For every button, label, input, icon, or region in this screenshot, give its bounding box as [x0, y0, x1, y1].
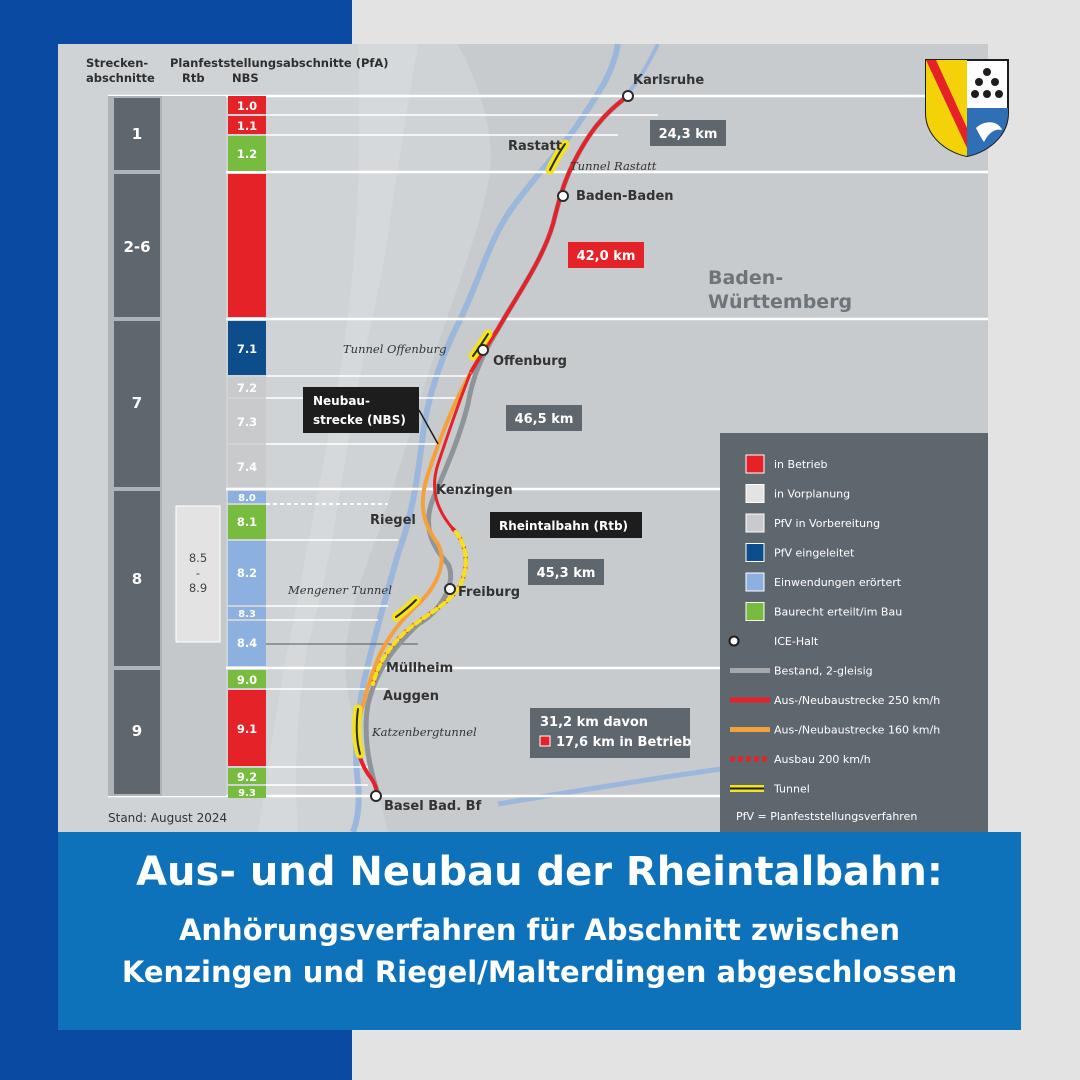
- svg-text:strecke (NBS): strecke (NBS): [313, 413, 406, 427]
- tunnel-offenburg-label: Tunnel Offenburg: [343, 342, 447, 356]
- svg-text:8.9: 8.9: [188, 581, 208, 595]
- legend-swatch: [746, 573, 764, 591]
- section-8-label: 8: [131, 570, 143, 588]
- header-sections-2: abschnitte: [86, 71, 155, 85]
- pfa-1-2: 1.2: [236, 147, 258, 161]
- legend-swatch: [746, 455, 764, 473]
- section-1-label: 1: [131, 125, 143, 143]
- pfa-2-6-block: [228, 174, 266, 317]
- svg-text:42,0 km: 42,0 km: [576, 249, 636, 264]
- section-7-label: 7: [131, 394, 143, 412]
- legend-item: [746, 485, 850, 503]
- legend-label: Aus-/Neubaustrecke 250 km/h: [774, 694, 941, 707]
- legend-label: Einwendungen erörtert: [774, 576, 902, 589]
- city-auggen: Auggen: [383, 689, 439, 704]
- legend-label: PfV eingeleitet: [774, 546, 855, 560]
- legend-label: Ausbau 200 km/h: [774, 753, 871, 766]
- pfa-8-3: 8.3: [238, 609, 256, 620]
- km-box-4: [528, 559, 604, 585]
- legend-label: in Betrieb: [774, 458, 828, 471]
- km-box-2: [568, 242, 644, 268]
- tunnel-rastatt-label: Tunnel Rastatt: [570, 159, 657, 173]
- svg-text:46,5 km: 46,5 km: [514, 412, 574, 427]
- city-rastatt: Rastatt: [508, 139, 562, 154]
- svg-text:Neubau-: Neubau-: [313, 394, 370, 408]
- pfa-nbs-blocks: [228, 96, 266, 799]
- region-label-1: Baden-: [708, 267, 784, 289]
- km-box-5: [530, 708, 691, 758]
- legend-swatch: [746, 603, 764, 621]
- section-9-label: 9: [131, 722, 143, 740]
- legend-swatch: [746, 514, 764, 532]
- legend-label: Bestand, 2-gleisig: [774, 664, 873, 678]
- pfa-7-2: 7.2: [236, 381, 258, 395]
- rtb-tag: [490, 512, 642, 538]
- pfa-9-2: 9.2: [236, 770, 258, 784]
- header-rtb: Rtb: [182, 71, 205, 85]
- city-karlsruhe: Karlsruhe: [633, 73, 705, 88]
- pfa-9-1: 9.1: [236, 722, 258, 736]
- city-baden-baden: Baden-Baden: [576, 189, 674, 204]
- legend-swatch: [746, 544, 764, 562]
- tunnel-mengen-label: Mengener Tunnel: [288, 583, 392, 597]
- city-freiburg: Freiburg: [458, 585, 521, 600]
- caption-subtitle-line-2: Kenzingen und Riegel/Malterdingen abgeschlossen: [121, 955, 958, 989]
- legend: [720, 433, 988, 832]
- svg-text:31,2 km davon: 31,2 km davon: [540, 715, 649, 730]
- coat-of-arms-emblem: [924, 58, 1010, 158]
- legend-swatch: [746, 485, 764, 503]
- pfa-8-2: 8.2: [236, 566, 258, 580]
- section-2-6-label: 2-6: [123, 238, 151, 256]
- pfa-7-3: 7.3: [236, 415, 258, 429]
- pfa-1-0: 1.0: [236, 99, 258, 113]
- svg-text:8.5: 8.5: [188, 551, 208, 565]
- city-muellheim: Müllheim: [386, 661, 454, 676]
- stand-date: Stand: August 2024: [108, 811, 228, 825]
- header-sections-1: Strecken-: [86, 56, 149, 70]
- legend-label: ICE-Halt: [774, 635, 819, 648]
- pfa-7-4: 7.4: [236, 460, 258, 474]
- city-offenburg: Offenburg: [493, 354, 567, 369]
- svg-text:17,6 km in Betrieb: 17,6 km in Betrieb: [556, 735, 692, 750]
- ice-stop-karlsruhe: [623, 91, 633, 101]
- city-riegel: Riegel: [370, 513, 416, 528]
- caption-banner: [58, 832, 1021, 1030]
- header-pfa: Planfeststellungsabschnitte (PfA): [170, 56, 389, 70]
- tunnel-katzenberg-label: Katzenbergtunnel: [372, 725, 477, 739]
- svg-text:24,3 km: 24,3 km: [658, 127, 718, 142]
- section-bars: [114, 98, 160, 794]
- legend-label: Aus-/Neubaustrecke 160 km/h: [774, 723, 941, 737]
- svg-text:-: -: [195, 566, 201, 580]
- city-basel: Basel Bad. Bf: [384, 799, 482, 814]
- legend-footnote: PfV = Planfeststellungsverfahren: [736, 810, 918, 823]
- ice-stop-freiburg: [445, 584, 455, 594]
- caption-title: Aus- und Neubau der Rheintalbahn:: [136, 849, 943, 895]
- pfa-9-3: 9.3: [238, 788, 256, 799]
- pfa-8-0: 8.0: [238, 493, 256, 504]
- legend-label: Baurecht erteilt/im Bau: [774, 605, 903, 619]
- rtb-8-5-8-9-box: [176, 506, 220, 642]
- legend-label: PfV in Vorbereitung: [774, 517, 881, 530]
- pfa-8-4: 8.4: [236, 636, 258, 650]
- legend-ice-stop-icon: [730, 637, 739, 646]
- legend-label: in Vorplanung: [774, 487, 851, 501]
- pfa-7-1: 7.1: [236, 342, 258, 356]
- ice-stop-basel: [371, 791, 381, 801]
- pfa-9-0: 9.0: [236, 673, 258, 687]
- km-box-1: [650, 120, 726, 146]
- legend-label: Tunnel: [774, 782, 810, 796]
- rheintalbahn-map: [58, 44, 988, 832]
- km-box-3: [506, 405, 582, 431]
- legend-item: [746, 455, 827, 473]
- ice-stop-offenburg: [478, 345, 488, 355]
- svg-text:Rheintalbahn (Rtb): Rheintalbahn (Rtb): [499, 519, 629, 533]
- legend-item: [746, 544, 855, 562]
- ice-stop-baden-baden: [558, 191, 568, 201]
- region-label-2: Württemberg: [708, 291, 853, 313]
- pfa-8-1: 8.1: [236, 515, 258, 529]
- svg-text:45,3 km: 45,3 km: [536, 566, 596, 581]
- header-nbs: NBS: [232, 71, 259, 85]
- caption-subtitle-line-1: Anhörungsverfahren für Abschnitt zwischen: [178, 913, 901, 947]
- rtb-column: [162, 96, 226, 796]
- pfa-1-1: 1.1: [236, 119, 258, 133]
- city-kenzingen: Kenzingen: [436, 483, 513, 498]
